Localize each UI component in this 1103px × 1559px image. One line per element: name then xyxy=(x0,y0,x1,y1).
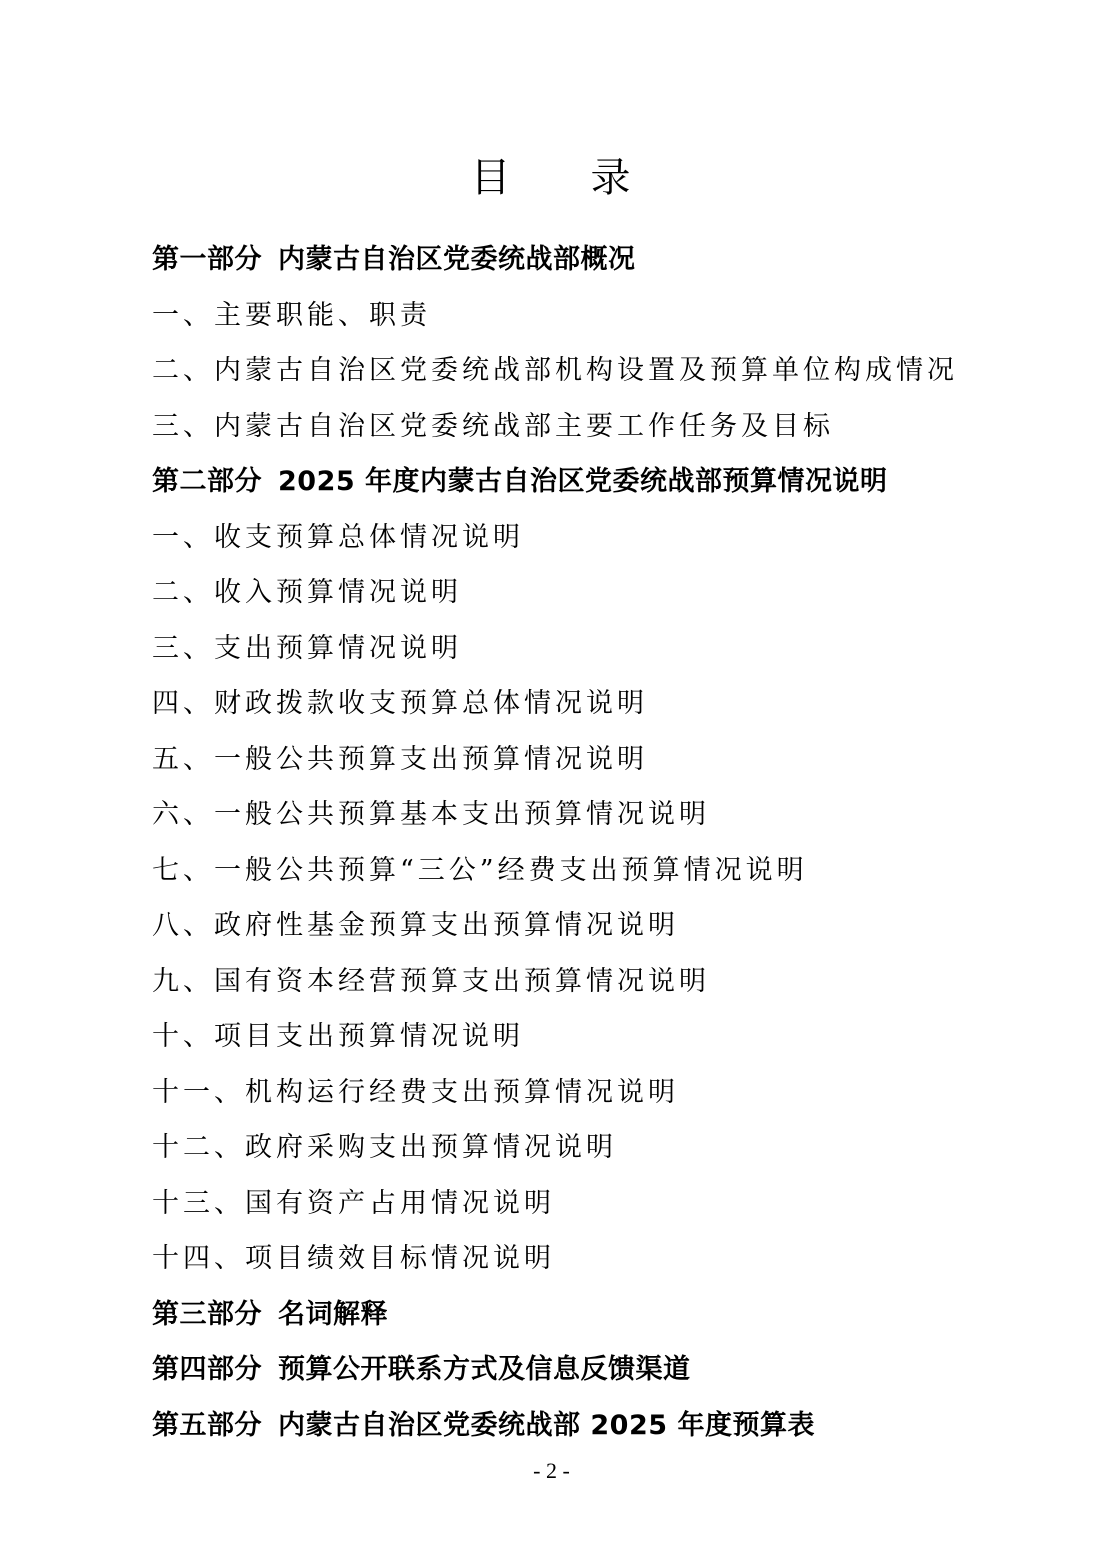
toc-section: 二、收入预算情况说明 xyxy=(152,577,462,608)
toc-part-title: 预算公开联系方式及信息反馈渠道 xyxy=(278,1354,691,1385)
toc-part-2 xyxy=(152,454,1012,510)
page-number: - 2 - xyxy=(533,1458,570,1483)
toc-part-title: 2025 年度内蒙古自治区党委统战部预算情况说明 xyxy=(278,466,888,497)
toc-section: 四、财政拨款收支预算总体情况说明 xyxy=(152,688,648,719)
toc-part-label: 第二部分 xyxy=(152,466,262,497)
toc-part-label: 第三部分 xyxy=(152,1298,262,1330)
toc-part-3 xyxy=(152,1287,1012,1343)
toc-section: 七、一般公共预算“三公”经费支出预算情况说明 xyxy=(152,854,808,886)
toc-section: 十三、国有资产占用情况说明 xyxy=(152,1187,555,1219)
toc-section: 一、收支预算总体情况说明 xyxy=(152,521,524,553)
toc-section: 十四、项目绩效目标情况说明 xyxy=(152,1243,555,1274)
toc-part-title: 内蒙古自治区党委统战部概况 xyxy=(278,244,636,275)
page-title xyxy=(0,150,1103,206)
toc-section: 三、支出预算情况说明 xyxy=(152,632,462,664)
toc-section: 十二、政府采购支出预算情况说明 xyxy=(152,1132,617,1163)
toc-part-1 xyxy=(152,232,1012,288)
toc-section: 一、主要职能、职责 xyxy=(152,299,431,331)
toc-section: 十一、机构运行经费支出预算情况说明 xyxy=(152,1076,679,1108)
toc-part-4 xyxy=(152,1342,1012,1398)
toc-section: 五、一般公共预算支出预算情况说明 xyxy=(152,743,648,775)
title-char-second: 录 xyxy=(590,155,633,201)
toc-part-title: 名词解释 xyxy=(278,1298,388,1330)
toc-part-label: 第一部分 xyxy=(152,244,262,275)
toc-section: 六、一般公共预算基本支出预算情况说明 xyxy=(152,799,710,830)
toc-section: 九、国有资本经营预算支出预算情况说明 xyxy=(152,965,710,997)
toc-part-title: 内蒙古自治区党委统战部 2025 年度预算表 xyxy=(278,1409,815,1441)
toc-part-5 xyxy=(152,1398,1012,1454)
toc-part-label: 第四部分 xyxy=(152,1354,262,1385)
toc-part-label: 第五部分 xyxy=(152,1409,262,1441)
toc-section: 二、内蒙古自治区党委统战部机构设置及预算单位构成情况 xyxy=(152,355,958,386)
toc-section: 十、项目支出预算情况说明 xyxy=(152,1021,524,1052)
table-of-contents xyxy=(152,232,1012,1453)
toc-section: 八、政府性基金预算支出预算情况说明 xyxy=(152,910,679,941)
toc-section: 三、内蒙古自治区党委统战部主要工作任务及目标 xyxy=(152,410,834,442)
title-char-first: 目 xyxy=(470,155,513,201)
